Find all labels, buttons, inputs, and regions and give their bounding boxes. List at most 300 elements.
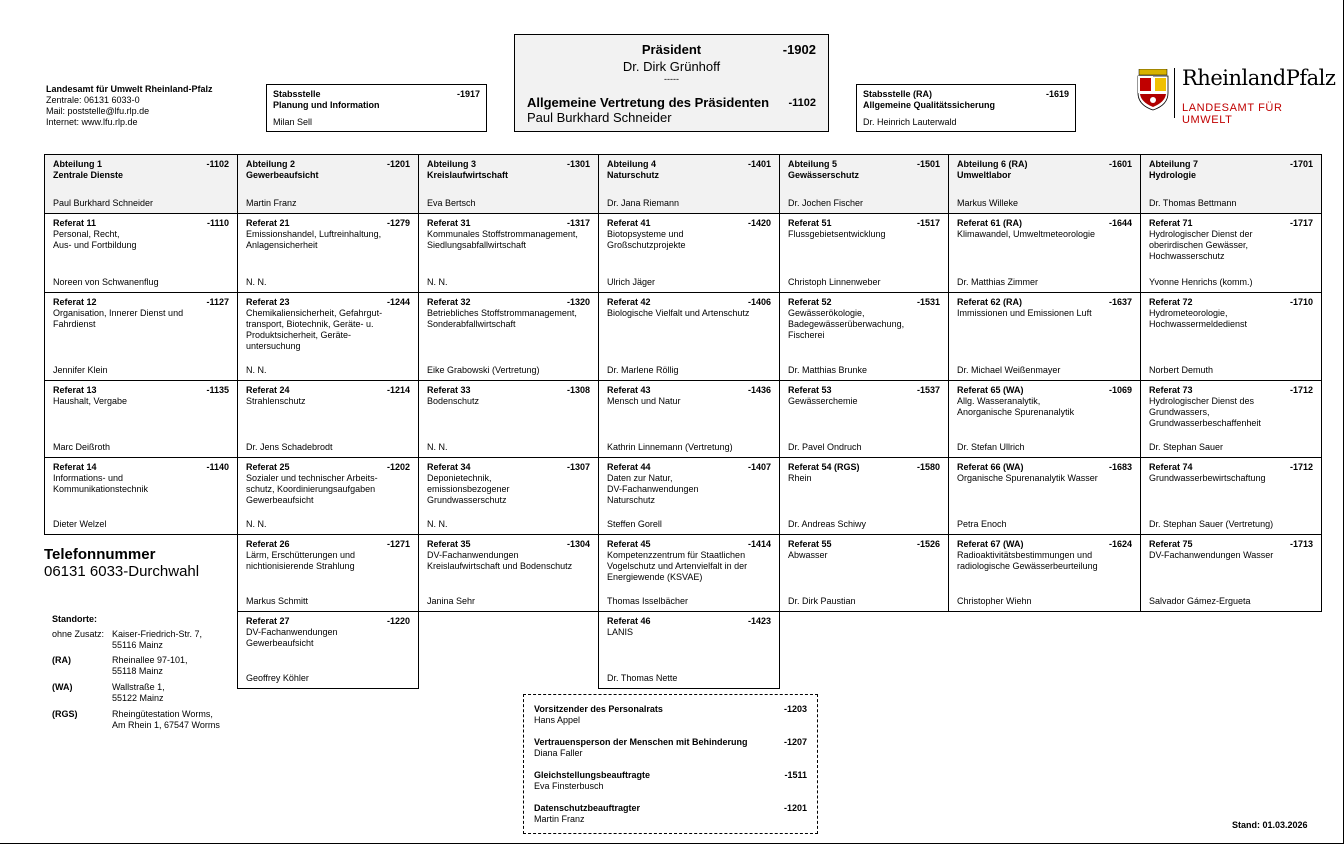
cell-header bbox=[607, 385, 771, 396]
department-subtitle: Gewerbeaufsicht bbox=[246, 170, 319, 180]
standort-address: Kaiser-Friedrich-Str. 7, 55116 Mainz bbox=[112, 629, 203, 650]
referat-cell bbox=[1140, 534, 1322, 612]
cell-title: Referat 34 bbox=[427, 462, 471, 472]
referat-cell bbox=[418, 213, 599, 293]
cell-title: Referat 46 bbox=[607, 616, 651, 626]
rep-title: Vorsitzender des Personalrats bbox=[534, 704, 663, 714]
referat-cell bbox=[598, 292, 780, 381]
standort-label: ohne Zusatz: bbox=[52, 629, 105, 639]
department-cell bbox=[948, 154, 1141, 214]
president-person: Dr. Dirk Grünhoff bbox=[622, 59, 721, 74]
referat-cell bbox=[598, 534, 780, 612]
logo-divider bbox=[1174, 68, 1175, 118]
referat-cell bbox=[237, 534, 419, 612]
representative bbox=[534, 770, 807, 792]
cell-header bbox=[53, 462, 229, 473]
cell-number: -1601 bbox=[1108, 159, 1132, 169]
cell-title: Referat 66 (WA) bbox=[957, 462, 1024, 472]
cell-title: Referat 71 bbox=[1149, 218, 1193, 228]
cell-number: -1320 bbox=[566, 297, 590, 307]
referat-description: Informations- und Kommunikationstechnik bbox=[53, 473, 149, 494]
cell-person: Dr. Stephan Sauer (Vertretung) bbox=[1149, 519, 1274, 529]
cell-person: Dr. Dirk Paustian bbox=[788, 596, 856, 606]
department-cell bbox=[1140, 154, 1322, 214]
referat-description: Organische Spurenanalytik Wasser bbox=[957, 473, 1098, 483]
cell-header bbox=[246, 462, 410, 473]
cell-title: Referat 35 bbox=[427, 539, 471, 549]
rep-person: Eva Finsterbusch bbox=[534, 781, 604, 791]
rep-person: Hans Appel bbox=[534, 715, 581, 725]
standort-address: Rheingütestation Worms, Am Rhein 1, 67547 Worms bbox=[112, 709, 220, 730]
representative bbox=[534, 737, 807, 759]
cell-person: Dr. Michael Weißenmayer bbox=[957, 365, 1061, 375]
cell-title: Referat 33 bbox=[427, 385, 471, 395]
cell-number: -1317 bbox=[566, 218, 590, 228]
referat-description: Kommunales Stoffstrommanagement, Siedlungsabfallwirtschaft bbox=[427, 229, 578, 250]
cell-person: Jennifer Klein bbox=[53, 365, 108, 375]
referat-cell bbox=[598, 457, 780, 535]
referat-description: Radioaktivitätsbestimmungen und radiologische Gewässerbeurteilung bbox=[957, 550, 1098, 571]
cell-number: -1307 bbox=[566, 462, 590, 472]
cell-person: Eva Bertsch bbox=[427, 198, 476, 208]
logo-subbrand: LANDESAMT FÜR UMWELT bbox=[1182, 102, 1283, 126]
cell-number: -1244 bbox=[386, 297, 410, 307]
stab-number: -1619 bbox=[1045, 89, 1069, 99]
cell-number: -1580 bbox=[916, 462, 940, 472]
cell-person: N. N. bbox=[427, 442, 448, 452]
department-subtitle: Hydrologie bbox=[1149, 170, 1197, 180]
cell-header bbox=[957, 218, 1132, 229]
cell-title: Referat 21 bbox=[246, 218, 290, 228]
institution-line: Mail: poststelle@lfu.rlp.de bbox=[46, 106, 150, 116]
cell-number: -1501 bbox=[916, 159, 940, 169]
cell-header bbox=[246, 385, 410, 396]
referat-cell bbox=[237, 611, 419, 689]
cell-title: Referat 12 bbox=[53, 297, 97, 307]
rep-title: Gleichstellungsbeauftragte bbox=[534, 770, 651, 780]
cell-title: Referat 11 bbox=[53, 218, 97, 228]
referat-description: Betriebliches Stoffstrommanagement, Sonderabfallwirtschaft bbox=[427, 308, 577, 329]
stab-title: Stabsstelle bbox=[273, 89, 321, 99]
telefon-number: 06131 6033-Durchwahl bbox=[44, 563, 200, 580]
referat-description: Organisation, Innerer Dienst und Fahrdienst bbox=[53, 308, 184, 329]
cell-person: Dr. Jochen Fischer bbox=[788, 198, 864, 208]
stand-date: Stand: 01.03.2026 bbox=[1232, 820, 1308, 830]
cell-header bbox=[607, 218, 771, 229]
representative bbox=[534, 704, 807, 726]
cell-number: -1271 bbox=[386, 539, 410, 549]
cell-person: Noreen von Schwanenflug bbox=[53, 277, 159, 287]
cell-person: Norbert Demuth bbox=[1149, 365, 1214, 375]
cell-title: Referat 45 bbox=[607, 539, 651, 549]
cell-number: -1110 bbox=[206, 218, 229, 228]
cell-header bbox=[607, 616, 771, 627]
referat-cell bbox=[779, 534, 949, 612]
cell-number: -1069 bbox=[1108, 385, 1132, 395]
cell-header bbox=[788, 159, 940, 170]
referat-cell bbox=[237, 292, 419, 381]
rep-number: -1511 bbox=[784, 770, 807, 780]
cell-person: Eike Grabowski (Vertretung) bbox=[427, 365, 540, 375]
department-subtitle: Naturschutz bbox=[607, 170, 660, 180]
cell-person: Yvonne Henrichs (komm.) bbox=[1149, 277, 1253, 287]
stabsstelle-qualitaet bbox=[856, 84, 1076, 132]
cell-number: -1436 bbox=[747, 385, 771, 395]
cell-title: Referat 13 bbox=[53, 385, 97, 395]
cell-person: Ulrich Jäger bbox=[607, 277, 656, 287]
cell-header bbox=[427, 159, 590, 170]
stab-number: -1917 bbox=[456, 89, 480, 99]
cell-person: N. N. bbox=[246, 277, 267, 287]
representative bbox=[534, 803, 807, 825]
rlp-logo bbox=[1136, 66, 1336, 126]
referat-description: Klimawandel, Umweltmeteorologie bbox=[957, 229, 1096, 239]
cell-number: -1304 bbox=[566, 539, 590, 549]
referat-description: Deponietechnik, emissionsbezogener Grundwasserschutz bbox=[427, 473, 510, 505]
cell-number: -1531 bbox=[916, 297, 940, 307]
cell-title: Referat 31 bbox=[427, 218, 471, 228]
referat-description: Flussgebietsentwicklung bbox=[788, 229, 886, 239]
cell-header bbox=[1149, 385, 1313, 396]
department-subtitle: Kreislaufwirtschaft bbox=[427, 170, 509, 180]
institution-line: Zentrale: 06131 6033-0 bbox=[46, 95, 140, 105]
referat-cell bbox=[948, 213, 1141, 293]
stabsstelle-planung bbox=[266, 84, 487, 132]
cell-number: -1135 bbox=[206, 385, 229, 395]
deputy-person: Paul Burkhard Schneider bbox=[527, 110, 672, 125]
standort-label: (RGS) bbox=[52, 709, 78, 719]
cell-header bbox=[1149, 159, 1313, 170]
cell-header bbox=[53, 385, 229, 396]
referat-cell bbox=[1140, 380, 1322, 458]
cell-title: Referat 44 bbox=[607, 462, 651, 472]
referat-cell bbox=[237, 213, 419, 293]
cell-person: Dr. Stefan Ullrich bbox=[957, 442, 1025, 452]
referat-description: Personal, Recht, Aus- und Fortbildung bbox=[53, 229, 137, 250]
cell-header bbox=[607, 462, 771, 473]
referat-cell bbox=[779, 380, 949, 458]
referat-description: DV-Fachanwendungen Gewerbeaufsicht bbox=[246, 627, 338, 648]
stab-person: Milan Sell bbox=[273, 117, 313, 127]
rep-person: Diana Faller bbox=[534, 748, 583, 758]
cell-number: -1710 bbox=[1289, 297, 1313, 307]
cell-title: Referat 42 bbox=[607, 297, 651, 307]
referat-cell bbox=[779, 457, 949, 535]
cell-title: Abteilung 6 (RA) bbox=[957, 159, 1028, 169]
cell-number: -1279 bbox=[386, 218, 410, 228]
cell-header bbox=[788, 297, 940, 308]
rep-title: Vertrauensperson der Menschen mit Behinderung bbox=[534, 737, 748, 747]
cell-title: Referat 75 bbox=[1149, 539, 1193, 549]
rep-title: Datenschutzbeauftragter bbox=[534, 803, 641, 813]
referat-cell bbox=[948, 457, 1141, 535]
cell-number: -1644 bbox=[1108, 218, 1132, 228]
referat-description: Kompetenzzentrum für Staatlichen Vogelschutz und Artenvielfalt in der Energiewende (KSVAE) bbox=[607, 550, 748, 582]
cell-header bbox=[788, 218, 940, 229]
cell-person: Dr. Jens Schadebrodt bbox=[246, 442, 333, 452]
telefon-title: Telefonnummer bbox=[44, 546, 156, 563]
deputy-number: -1102 bbox=[788, 97, 816, 109]
cell-title: Abteilung 3 bbox=[427, 159, 476, 169]
cell-person: Martin Franz bbox=[246, 198, 297, 208]
cell-title: Referat 41 bbox=[607, 218, 651, 228]
cell-header bbox=[1149, 218, 1313, 229]
institution-line: Internet: www.lfu.rlp.de bbox=[46, 117, 138, 127]
cell-title: Referat 23 bbox=[246, 297, 290, 307]
cell-header bbox=[957, 159, 1132, 170]
referat-cell bbox=[948, 380, 1141, 458]
referat-cell bbox=[948, 292, 1141, 381]
cell-title: Referat 43 bbox=[607, 385, 651, 395]
department-subtitle: Umweltlabor bbox=[957, 170, 1012, 180]
cell-header bbox=[1149, 297, 1313, 308]
cell-title: Referat 72 bbox=[1149, 297, 1193, 307]
referat-cell bbox=[44, 457, 238, 535]
cell-header bbox=[788, 385, 940, 396]
referat-description: Haushalt, Vergabe bbox=[53, 396, 128, 406]
stab-subtitle: Planung und Information bbox=[273, 100, 380, 110]
cell-person: N. N. bbox=[427, 519, 448, 529]
cell-header bbox=[957, 385, 1132, 396]
cell-number: -1220 bbox=[386, 616, 410, 626]
cell-title: Abteilung 7 bbox=[1149, 159, 1198, 169]
cell-header bbox=[246, 218, 410, 229]
cell-person: Dr. Andreas Schiwy bbox=[788, 519, 867, 529]
referat-description: Daten zur Natur, DV-Fachanwendungen Naturschutz bbox=[607, 473, 699, 505]
referat-description: Biotopsysteme und Großschutzprojekte bbox=[607, 229, 686, 250]
cell-header bbox=[957, 539, 1132, 550]
president-title: Präsident bbox=[641, 42, 702, 57]
rep-number: -1203 bbox=[783, 704, 807, 714]
standort-address: Rheinallee 97-101, 55118 Mainz bbox=[112, 655, 188, 676]
cell-person: Salvador Gámez-Ergueta bbox=[1149, 596, 1251, 606]
cell-person: N. N. bbox=[246, 365, 267, 375]
referat-description: LANIS bbox=[607, 627, 634, 637]
referat-cell bbox=[1140, 213, 1322, 293]
cell-title: Abteilung 4 bbox=[607, 159, 656, 169]
cell-number: -1683 bbox=[1108, 462, 1132, 472]
cell-number: -1537 bbox=[916, 385, 940, 395]
department-cell bbox=[779, 154, 949, 214]
cell-header bbox=[1149, 539, 1313, 550]
cell-person: Dr. Matthias Brunke bbox=[788, 365, 868, 375]
cell-title: Referat 25 bbox=[246, 462, 290, 472]
cell-number: -1308 bbox=[566, 385, 590, 395]
president-separator: ----- bbox=[664, 74, 679, 84]
referat-description: Sozialer und technischer Arbeits- schutz, Koordinierungsaufgaben Gewerbeaufsicht bbox=[246, 473, 378, 505]
standort-label: (WA) bbox=[52, 682, 73, 692]
referat-description: Gewässerchemie bbox=[788, 396, 858, 406]
cell-number: -1201 bbox=[386, 159, 410, 169]
referat-cell bbox=[237, 380, 419, 458]
cell-person: Thomas Isselbächer bbox=[607, 596, 689, 606]
representatives-box bbox=[523, 694, 818, 834]
cell-person: Steffen Gorell bbox=[607, 519, 662, 529]
cell-title: Referat 52 bbox=[788, 297, 832, 307]
cell-header bbox=[53, 159, 229, 170]
cell-title: Referat 74 bbox=[1149, 462, 1193, 472]
cell-person: Christopher Wiehn bbox=[957, 596, 1032, 606]
department-subtitle: Zentrale Dienste bbox=[53, 170, 124, 180]
referat-description: Mensch und Natur bbox=[607, 396, 681, 406]
stab-title: Stabsstelle (RA) bbox=[863, 89, 933, 99]
referat-cell bbox=[237, 457, 419, 535]
referat-cell bbox=[44, 292, 238, 381]
cell-header bbox=[957, 297, 1132, 308]
cell-person: Paul Burkhard Schneider bbox=[53, 198, 154, 208]
referat-description: Biologische Vielfalt und Artenschutz bbox=[607, 308, 750, 318]
cell-person: Dr. Thomas Bettmann bbox=[1149, 198, 1237, 208]
cell-person: Kathrin Linnemann (Vertretung) bbox=[607, 442, 733, 452]
cell-header bbox=[246, 297, 410, 308]
referat-cell bbox=[948, 534, 1141, 612]
referat-description: Hydrologischer Dienst des Grundwassers, Grundwasserbeschaffenheit bbox=[1149, 396, 1261, 428]
cell-title: Referat 27 bbox=[246, 616, 290, 626]
cell-person: Dr. Matthias Zimmer bbox=[957, 277, 1039, 287]
referat-cell bbox=[1140, 457, 1322, 535]
cell-number: -1202 bbox=[386, 462, 410, 472]
cell-person: Dr. Marlene Röllig bbox=[607, 365, 679, 375]
cell-title: Referat 61 (RA) bbox=[957, 218, 1023, 228]
referat-cell bbox=[598, 213, 780, 293]
department-cell bbox=[418, 154, 599, 214]
cell-number: -1214 bbox=[386, 385, 410, 395]
cell-number: -1701 bbox=[1289, 159, 1313, 169]
cell-header bbox=[427, 297, 590, 308]
deputy-title: Allgemeine Vertretung des Präsidenten bbox=[527, 95, 770, 110]
cell-person: Petra Enoch bbox=[957, 519, 1007, 529]
cell-title: Referat 51 bbox=[788, 218, 832, 228]
referat-cell bbox=[779, 292, 949, 381]
cell-person: N. N. bbox=[427, 277, 448, 287]
referat-description: Abwasser bbox=[788, 550, 828, 560]
cell-title: Referat 73 bbox=[1149, 385, 1193, 395]
referat-cell bbox=[1140, 292, 1322, 381]
cell-header bbox=[788, 539, 940, 550]
cell-title: Referat 24 bbox=[246, 385, 290, 395]
cell-person: Christoph Linnenweber bbox=[788, 277, 881, 287]
cell-header bbox=[788, 462, 940, 473]
cell-header bbox=[607, 159, 771, 170]
cell-title: Abteilung 2 bbox=[246, 159, 295, 169]
logo-brand: RheinlandPfalz bbox=[1182, 66, 1336, 90]
referat-cell bbox=[418, 380, 599, 458]
department-cell bbox=[44, 154, 238, 214]
cell-title: Abteilung 1 bbox=[53, 159, 102, 169]
referat-description: Immissionen und Emissionen Luft bbox=[957, 308, 1092, 318]
rep-number: -1201 bbox=[783, 803, 807, 813]
cell-number: -1301 bbox=[566, 159, 590, 169]
referat-description: Bodenschutz bbox=[427, 396, 480, 406]
standort-address: Wallstraße 1, 55122 Mainz bbox=[112, 682, 165, 703]
cell-title: Referat 54 (RGS) bbox=[788, 462, 860, 472]
department-cell bbox=[598, 154, 780, 214]
cell-title: Referat 32 bbox=[427, 297, 471, 307]
cell-number: -1637 bbox=[1108, 297, 1132, 307]
institution-info bbox=[46, 84, 246, 128]
referat-description: Strahlenschutz bbox=[246, 396, 306, 406]
rlp-crest-icon bbox=[1136, 69, 1170, 111]
cell-header bbox=[427, 539, 590, 550]
rep-person: Martin Franz bbox=[534, 814, 585, 824]
cell-header bbox=[53, 218, 229, 229]
president-box bbox=[514, 34, 829, 132]
cell-header bbox=[607, 297, 771, 308]
referat-description: Gewässerökologie, Badegewässerüberwachung, Fischerei bbox=[788, 308, 905, 340]
referat-description: Hydrologischer Dienst der oberirdischen Gewässer, Hochwasserschutz bbox=[1149, 229, 1253, 261]
cell-number: -1140 bbox=[206, 462, 229, 472]
cell-person: Marc Deißroth bbox=[53, 442, 111, 452]
cell-number: -1102 bbox=[206, 159, 229, 169]
referat-cell bbox=[44, 380, 238, 458]
stab-subtitle: Allgemeine Qualitätssicherung bbox=[863, 100, 996, 110]
rep-number: -1207 bbox=[783, 737, 807, 747]
cell-number: -1717 bbox=[1289, 218, 1313, 228]
cell-person: Dieter Welzel bbox=[53, 519, 107, 529]
referat-cell bbox=[598, 611, 780, 689]
referat-description: DV-Fachanwendungen Wasser bbox=[1149, 550, 1274, 560]
cell-person: Dr. Thomas Nette bbox=[607, 673, 678, 683]
cell-header bbox=[53, 297, 229, 308]
cell-header bbox=[607, 539, 771, 550]
cell-title: Referat 14 bbox=[53, 462, 97, 472]
referat-cell bbox=[598, 380, 780, 458]
institution-name: Landesamt für Umwelt Rheinland-Pfalz bbox=[46, 84, 213, 94]
referat-cell bbox=[418, 292, 599, 381]
cell-header bbox=[246, 539, 410, 550]
cell-number: -1713 bbox=[1289, 539, 1313, 549]
cell-person: Dr. Stephan Sauer bbox=[1149, 442, 1224, 452]
cell-title: Referat 65 (WA) bbox=[957, 385, 1024, 395]
referat-description: DV-Fachanwendungen Kreislaufwirtschaft und Bodenschutz bbox=[427, 550, 573, 571]
stab-person: Dr. Heinrich Lauterwald bbox=[863, 117, 957, 127]
cell-person: N. N. bbox=[246, 519, 267, 529]
referat-description: Chemikaliensicherheit, Gefahrgut- transport, Biotechnik, Geräte- u. Produktsicherheit, Geräte- untersuchung bbox=[246, 308, 383, 351]
cell-number: -1624 bbox=[1108, 539, 1132, 549]
cell-header bbox=[1149, 462, 1313, 473]
cell-person: Janina Sehr bbox=[427, 596, 476, 606]
referat-cell bbox=[44, 213, 238, 293]
cell-number: -1526 bbox=[916, 539, 940, 549]
cell-number: -1712 bbox=[1289, 385, 1313, 395]
cell-header bbox=[427, 385, 590, 396]
cell-header bbox=[427, 462, 590, 473]
referat-description: Rhein bbox=[788, 473, 812, 483]
cell-person: Dr. Jana Riemann bbox=[607, 198, 680, 208]
cell-title: Abteilung 5 bbox=[788, 159, 837, 169]
cell-number: -1420 bbox=[747, 218, 771, 228]
referat-description: Grundwasserbewirtschaftung bbox=[1149, 473, 1266, 483]
referat-description: Allg. Wasseranalytik, Anorganische Spurenanalytik bbox=[957, 396, 1075, 417]
cell-number: -1414 bbox=[747, 539, 771, 549]
cell-number: -1517 bbox=[916, 218, 940, 228]
cell-person: Markus Willeke bbox=[957, 198, 1019, 208]
cell-number: -1712 bbox=[1289, 462, 1313, 472]
cell-person: Geoffrey Köhler bbox=[246, 673, 309, 683]
department-cell bbox=[237, 154, 419, 214]
referat-cell bbox=[418, 457, 599, 535]
cell-header bbox=[246, 616, 410, 627]
president-number: -1902 bbox=[782, 42, 816, 57]
department-subtitle: Gewässerschutz bbox=[788, 170, 860, 180]
referat-cell bbox=[418, 534, 599, 612]
standort-label: (RA) bbox=[52, 655, 71, 665]
cell-title: Referat 53 bbox=[788, 385, 832, 395]
referat-description: Lärm, Erschütterungen und nichtionisierende Strahlung bbox=[246, 550, 356, 571]
cell-title: Referat 67 (WA) bbox=[957, 539, 1024, 549]
cell-number: -1406 bbox=[747, 297, 771, 307]
cell-person: Markus Schmitt bbox=[246, 596, 309, 606]
